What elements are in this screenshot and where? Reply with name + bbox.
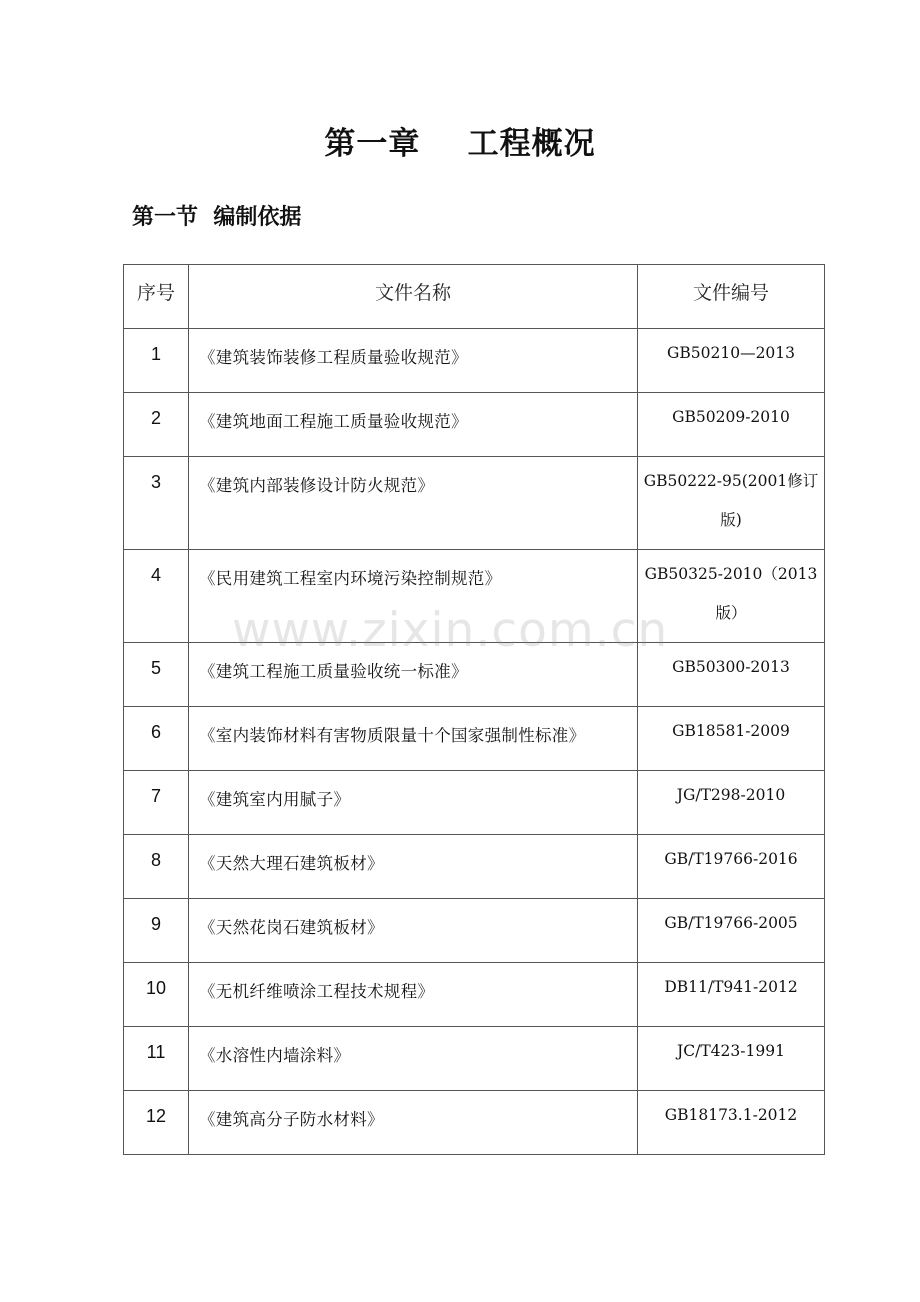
row-number: 10 — [124, 963, 189, 1027]
table-row — [124, 329, 825, 393]
header-no: 序号 — [124, 265, 189, 329]
table-header-row — [124, 265, 825, 329]
row-number: 5 — [124, 643, 189, 707]
document-name: 《天然大理石建筑板材》 — [189, 835, 638, 899]
table-row — [124, 1091, 825, 1155]
document-code: GB50325-2010（2013版） — [638, 550, 825, 643]
document-code: GB/T19766-2016 — [638, 835, 825, 899]
table-row — [124, 393, 825, 457]
document-code: JG/T298-2010 — [638, 771, 825, 835]
watermark: www.zixin.com.cn — [232, 603, 669, 658]
chapter-title: 第一章 工程概况 — [324, 126, 596, 162]
table-row — [124, 963, 825, 1027]
table-row — [124, 771, 825, 835]
document-code: GB50210—2013 — [638, 329, 825, 393]
document-code: JC/T423-1991 — [638, 1027, 825, 1091]
row-number: 6 — [124, 707, 189, 771]
document-code: GB50300-2013 — [638, 643, 825, 707]
document-name: 《建筑高分子防水材料》 — [189, 1091, 638, 1155]
row-number: 1 — [124, 329, 189, 393]
section-title: 第一节 编制依据 — [132, 205, 302, 230]
row-number: 8 — [124, 835, 189, 899]
document-name: 《无机纤维喷涂工程技术规程》 — [189, 963, 638, 1027]
document-code: GB18173.1-2012 — [638, 1091, 825, 1155]
table-row — [124, 835, 825, 899]
row-number: 9 — [124, 899, 189, 963]
row-number: 12 — [124, 1091, 189, 1155]
document-name: 《室内装饰材料有害物质限量十个国家强制性标准》 — [189, 707, 638, 771]
table-row — [124, 457, 825, 550]
row-number: 11 — [124, 1027, 189, 1091]
row-number: 4 — [124, 550, 189, 643]
document-name: 《天然花岗石建筑板材》 — [189, 899, 638, 963]
document-name: 《建筑装饰装修工程质量验收规范》 — [189, 329, 638, 393]
document-name: 《水溶性内墙涂料》 — [189, 1027, 638, 1091]
table-row — [124, 899, 825, 963]
header-code: 文件编号 — [638, 265, 825, 329]
document-code: GB50209-2010 — [638, 393, 825, 457]
document-code: GB50222-95(2001修订版) — [638, 457, 825, 550]
row-number: 3 — [124, 457, 189, 550]
document-name: 《民用建筑工程室内环境污染控制规范》 — [189, 550, 638, 643]
table-row — [124, 707, 825, 771]
table-row — [124, 1027, 825, 1091]
document-name: 《建筑地面工程施工质量验收规范》 — [189, 393, 638, 457]
document-code: DB11/T941-2012 — [638, 963, 825, 1027]
document-name: 《建筑内部装修设计防火规范》 — [189, 457, 638, 550]
document-code: GB/T19766-2005 — [638, 899, 825, 963]
document-code: GB18581-2009 — [638, 707, 825, 771]
document-name: 《建筑工程施工质量验收统一标准》 — [189, 643, 638, 707]
header-name: 文件名称 — [189, 265, 638, 329]
document-name: 《建筑室内用腻子》 — [189, 771, 638, 835]
table-row — [124, 550, 825, 643]
row-number: 7 — [124, 771, 189, 835]
table-row — [124, 643, 825, 707]
row-number: 2 — [124, 393, 189, 457]
reference-table — [123, 264, 825, 1155]
